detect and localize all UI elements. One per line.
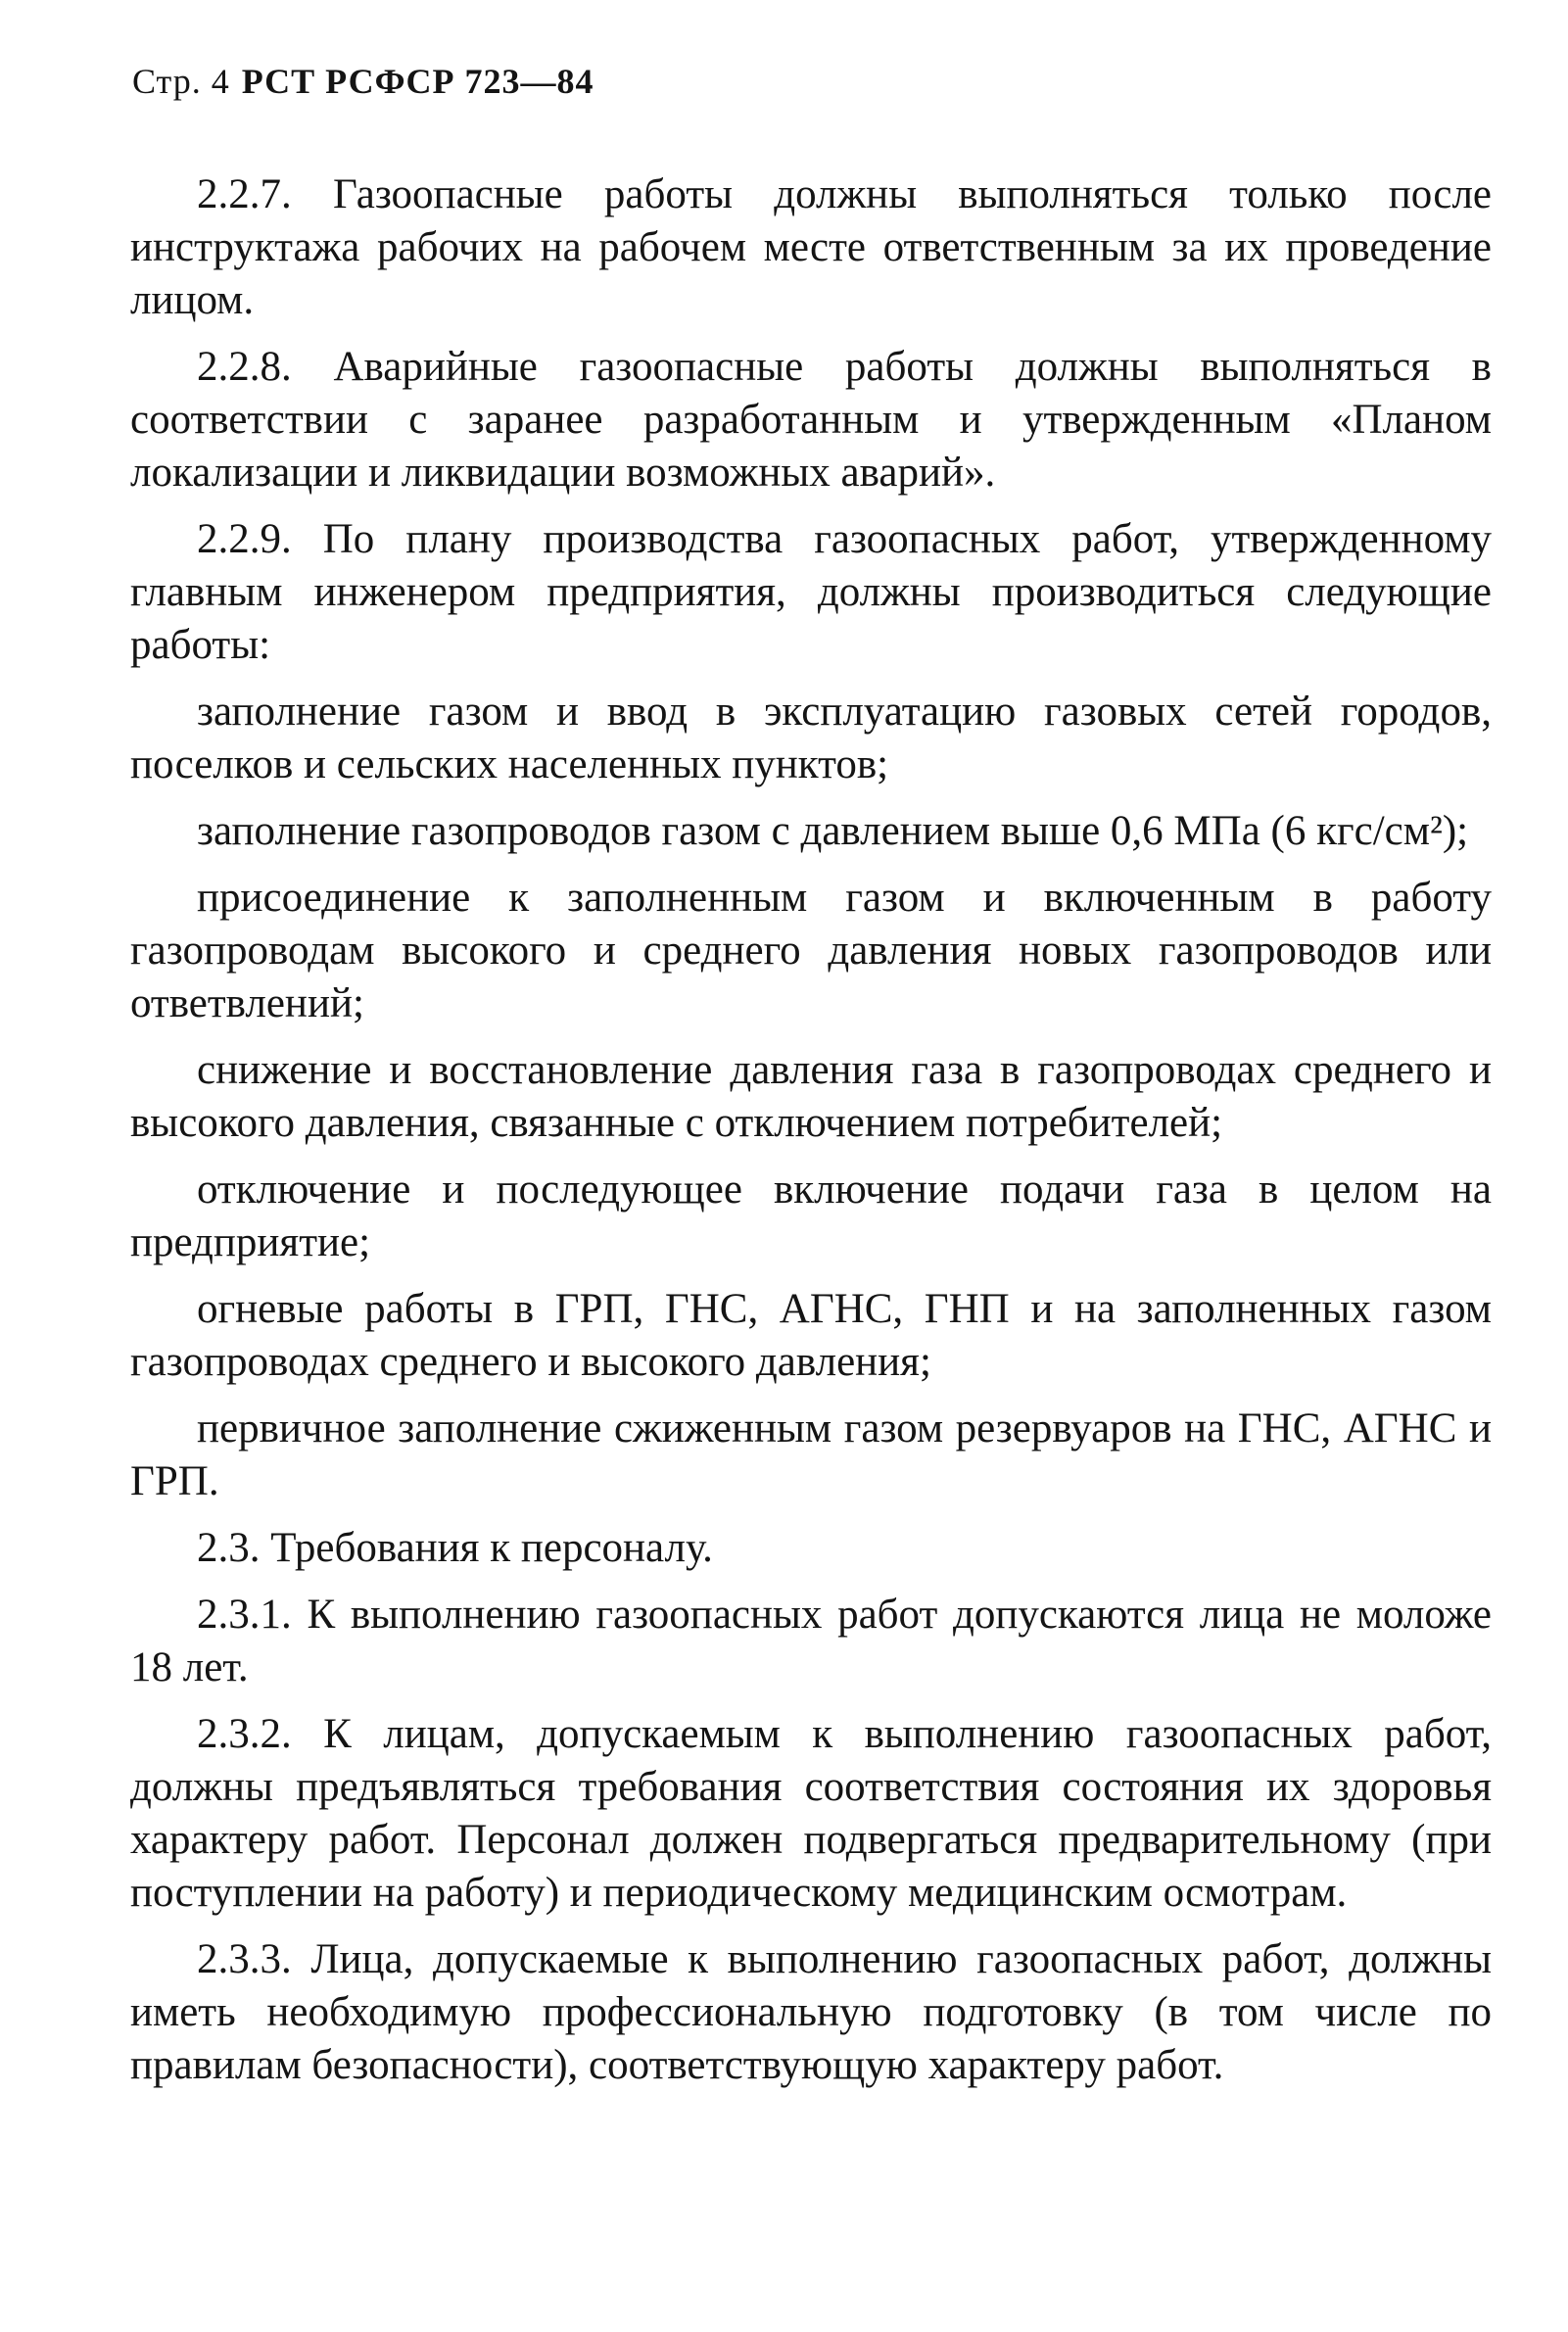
paragraph-2-3-2: 2.3.2. К лицам, допускаемым к выполнению газоопасных работ, должны предъявляться требования соответствия состояния их здоровья характеру работ. Персонал должен подвергаться предварительному (при поступлении на работу) и периодическому медицинским осмотрам. (130, 1711, 1492, 1916)
running-header (132, 61, 594, 102)
paragraph-2-2-8: 2.2.8. Аварийные газоопасные работы должны выполняться в соответствии с заранее разработанным и утвержденным «Планом локализации и ликвидации возможных аварий». (130, 344, 1492, 496)
page-number-label: Стр. 4 (132, 62, 230, 101)
list-item: присоединение к заполненным газом и включенным в работу газопроводам высокого и среднего давления новых газопроводов или ответвлений; (130, 875, 1492, 1026)
standard-code: РСТ РСФСР 723—84 (241, 62, 594, 101)
list-item: снижение и восстановление давления газа в газопроводах среднего и высокого давления, связанные с отключением потребителей; (130, 1047, 1492, 1146)
section-heading-2-3: 2.3. Требования к персоналу. (197, 1525, 713, 1571)
list-item: заполнение газом и ввод в эксплуатацию газовых сетей городов, поселков и сельских населенных пунктов; (130, 689, 1492, 787)
list-item: отключение и последующее включение подачи газа в целом на предприятие; (130, 1166, 1492, 1265)
list-item: заполнение газопроводов газом с давлением выше 0,6 МПа (6 кгс/см²); (197, 808, 1469, 854)
paragraph-2-3-3: 2.3.3. Лица, допускаемые к выполнению газоопасных работ, должны иметь необходимую профессиональную подготовку (в том числе по правилам безопасности), соответствующую характеру работ. (130, 1936, 1492, 2088)
list-item: огневые работы в ГРП, ГНС, АГНС, ГНП и на заполненных газом газопроводах среднего и высокого давления; (130, 1286, 1492, 1385)
list-item: первичное заполнение сжиженным газом резервуаров на ГНС, АГНС и ГРП. (130, 1405, 1492, 1504)
paragraph-2-2-9: 2.2.9. По плану производства газоопасных работ, утвержденному главным инженером предприятия, должны производиться следующие работы: (130, 516, 1492, 668)
paragraph-2-2-7: 2.2.7. Газоопасные работы должны выполняться только после инструктажа рабочих на рабочем месте ответственным за их проведение лицом. (130, 171, 1492, 323)
body-text (130, 168, 1492, 2106)
paragraph-2-3-1: 2.3.1. К выполнению газоопасных работ допускаются лица не моложе 18 лет. (130, 1592, 1492, 1690)
